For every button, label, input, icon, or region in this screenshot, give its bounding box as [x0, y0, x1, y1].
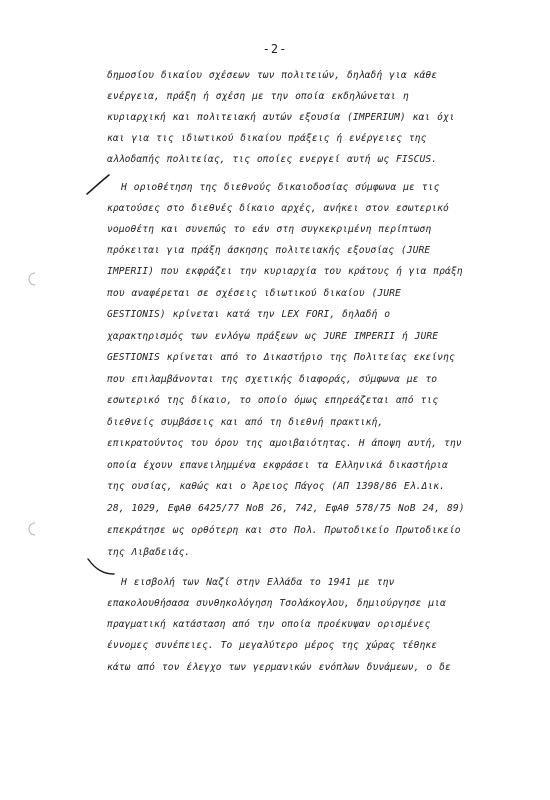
text-line: που επιλαμβάνονται της σχετικής διαφοράς, σύμφωνα με το: [107, 374, 438, 385]
text-line: κάτω από τον έλεγχο των γερμανικών ενόπλων δυνάμεων, ο δε: [107, 662, 451, 673]
text-line: ενέργεια, πράξη ή σχέση με την οποία εκδηλώνεται η: [107, 91, 409, 102]
text-line: νομοθέτη και συνεπώς το εάν στη συγκεκριμένη περίπτωση: [107, 224, 432, 235]
margin-curve-mark: [86, 556, 116, 578]
text-line: πρόκειται για πράξη άσκησης πολιτειακής εξουσίας (JURE: [107, 245, 431, 256]
text-line: και για τις ιδιωτικού δικαίου πράξεις ή ενέργειες της: [107, 133, 427, 144]
text-line: επικρατούντος του όρου της αμοιβαιότητας. Η άποψη αυτή, την: [107, 438, 462, 449]
text-line: που αναφέρεται σε σχέσεις ιδιωτικού δικαίου (JURE: [107, 288, 401, 299]
text-line: GESTIONIS κρίνεται από το Δικαστήριο της Πολιτείας εκείνης: [107, 352, 455, 363]
text-line: IMPERII) που εκφράζει την κυριαρχία του κράτους ή για πράξη: [107, 266, 463, 277]
text-line: πραγματική κατάσταση από την οποία προέκυψαν ορισμένες: [107, 619, 431, 630]
text-line: Η εισβολή των Ναζί στην Ελλάδα το 1941 με την: [121, 577, 395, 588]
text-line: κυριαρχική και πολιτειακή αυτών εξουσία (IMPERIUM) και όχι: [107, 112, 455, 123]
text-line: επεκράτησε ως ορθότερη και στο Πολ. Πρωτοδικείο Πρωτοδικείο: [107, 525, 461, 536]
text-line: οποία έχουν επανειλημμένα εκφράσει τα Ελληνικά δικαστήρια: [107, 460, 448, 471]
punch-hole-mark-bottom: [24, 522, 38, 536]
punch-hole-mark-top: [24, 272, 38, 286]
text-line: έννομες συνέπειες. Το μεγαλύτερο μέρος της χώρας τέθηκε: [107, 640, 438, 651]
text-line: της ουσίας, καθώς και ο Άρειος Πάγος (ΑΠ 1398/86 Ελ.Δικ.: [107, 481, 446, 492]
text-line: GESTIONIS) κρίνεται κατά την LEX FORI, δηλαδή ο: [107, 309, 391, 320]
page-number: -2-: [262, 42, 288, 56]
text-line: αλλοδαπής πολιτείας, τις οποίες ενεργεί αυτή ως FISCUS.: [107, 154, 438, 165]
margin-check-mark: [85, 172, 111, 198]
text-line: επακολουθήσασα συνθηκολόγηση Τσολάκογλου, δημιούργησε μια: [107, 598, 446, 609]
text-line: χαρακτηρισμός των ενλόγω πράξεων ως JURE IMPERII ή JURE: [107, 331, 439, 342]
text-line: διεθνείς συμβάσεις και από τη διεθνή πρακτική,: [107, 417, 384, 428]
text-line: Η οριοθέτηση της διεθνούς δικαιοδοσίας σύμφωνα με τις: [121, 182, 440, 193]
text-line: κρατούσες στο διεθνές δίκαιο αρχές, ανήκει στον εσωτερικό: [107, 203, 449, 214]
text-line: της Λιβαδειάς.: [107, 547, 191, 558]
text-line: δημοσίου δικαίου σχέσεων των πολιτειών, δηλαδή για κάθε: [107, 70, 438, 81]
text-line: 28, 1029, ΕφΑθ 6425/77 ΝοΒ 26, 742, ΕφΑθ 578/75 ΝοΒ 24, 89): [107, 503, 465, 514]
text-line: εσωτερικό της δίκαιο, το οποίο όμως επηρεάζεται από τις: [107, 395, 439, 406]
